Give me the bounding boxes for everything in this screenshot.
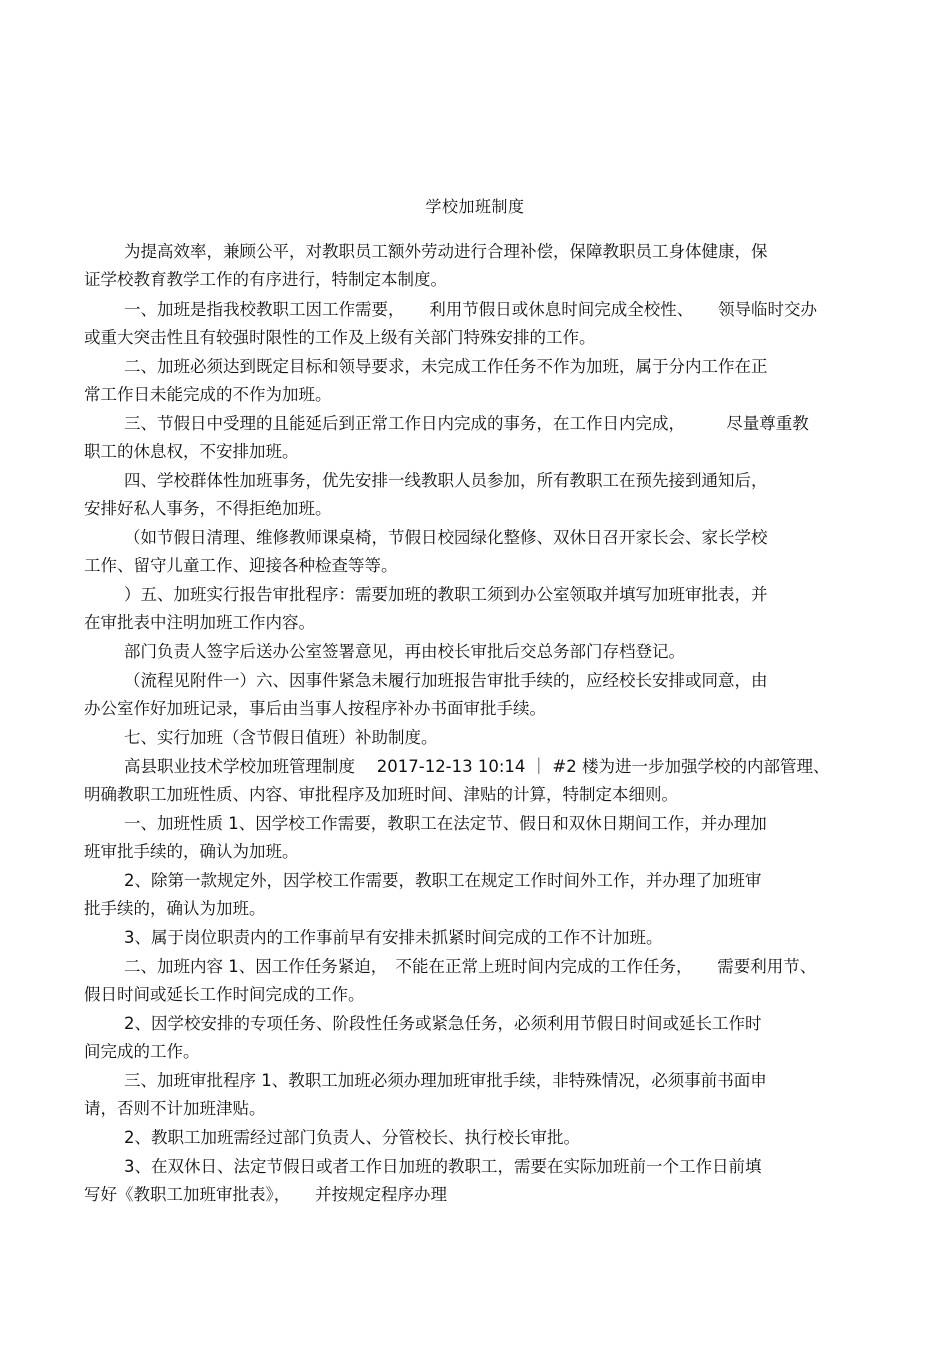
paragraph-line: 写好《教职工加班审批表》， 并按规定程序办理 — [84, 1185, 447, 1204]
paragraph-line: 在审批表中注明加班工作内容。 — [84, 613, 315, 632]
paragraph-line: 或重大突击性且有较强时限性的工作及上级有关部门特殊安排的工作。 — [84, 328, 596, 347]
paragraph-line: 职工的休息权，不安排加班。 — [84, 442, 299, 461]
paragraph-line: 3、属于岗位职责内的工作事前早有安排未抓紧时间完成的工作不计加班。 — [124, 928, 663, 947]
paragraph-line: 常工作日未能完成的不作为加班。 — [84, 385, 332, 404]
paragraph-line: （流程见附件一）六、因事件紧急未履行加班报告审批手续的，应经校长安排或同意，由 — [124, 671, 768, 690]
paragraph-line: 间完成的工作。 — [84, 1042, 200, 1061]
paragraph-line: 2、教职工加班需经过部门负责人、分管校长、执行校长审批。 — [124, 1128, 580, 1147]
paragraph-line: 三、节假日中受理的且能延后到正常工作日内完成的事务，在工作日内完成， 尽量尊重教 — [124, 414, 809, 433]
paragraph-line: 七、实行加班（含节假日值班）补助制度。 — [124, 728, 438, 747]
paragraph-line: 二、加班内容 1、因工作任务紧迫， 不能在正常上班时间内完成的工作任务， 需要利用节、 — [124, 957, 817, 976]
paragraph-line: 一、加班是指我校教职工因工作需要， 利用节假日或休息时间完成全校性、 领导临时交办 — [124, 300, 817, 319]
paragraph-line: 2、因学校安排的专项任务、阶段性任务或紧急任务，必须利用节假日时间或延长工作时 — [124, 1014, 762, 1033]
paragraph-line: 3、在双休日、法定节假日或者工作日加班的教职工，需要在实际加班前一个工作日前填 — [124, 1157, 762, 1176]
paragraph-line: 证学校教育教学工作的有序进行，特制定本制度。 — [84, 270, 447, 289]
paragraph-line: 为提高效率，兼顾公平，对教职员工额外劳动进行合理补偿，保障教职员工身体健康，保 — [124, 242, 768, 261]
paragraph-line: 2、除第一款规定外，因学校工作需要，教职工在规定工作时间外工作，并办理了加班审 — [124, 871, 762, 890]
paragraph-line: 二、加班必须达到既定目标和领导要求，未完成工作任务不作为加班，属于分内工作在正 — [124, 357, 768, 376]
paragraph-line: 办公室作好加班记录，事后由当事人按程序补办书面审批手续。 — [84, 699, 546, 718]
paragraph-line: 假日时间或延长工作时间完成的工作。 — [84, 985, 365, 1004]
paragraph-line: 三、加班审批程序 1、教职工加班必须办理加班审批手续，非特殊情况，必须事前书面申 — [124, 1071, 767, 1090]
paragraph-line: 明确教职工加班性质、内容、审批程序及加班时间、津贴的计算，特制定本细则。 — [84, 785, 678, 804]
paragraph-line: 高县职业技术学校加班管理制度 2017-12-13 10:14 ｜ #2 楼为进一步加强学校的内部管理、 — [124, 757, 830, 776]
paragraph-line: 请，否则不计加班津贴。 — [84, 1099, 266, 1118]
paragraph-line: 一、加班性质 1、因学校工作需要，教职工在法定节、假日和双休日期间工作，并办理加 — [124, 814, 767, 833]
paragraph-line: 工作、留守儿童工作、迎接各种检查等等。 — [84, 556, 398, 575]
paragraph-line: 四、学校群体性加班事务，优先安排一线教职人员参加，所有教职工在预先接到通知后， — [124, 471, 768, 490]
document-title: 学校加班制度 — [425, 197, 525, 216]
paragraph-line: 批手续的，确认为加班。 — [84, 899, 266, 918]
paragraph-line: （如节假日清理、维修教师课桌椅，节假日校园绿化整修、双休日召开家长会、家长学校 — [124, 528, 768, 547]
paragraph-line: 部门负责人签字后送办公室签署意见，再由校长审批后交总务部门存档登记。 — [124, 642, 685, 661]
paragraph-line: 班审批手续的，确认为加班。 — [84, 842, 299, 861]
paragraph-line: 安排好私人事务，不得拒绝加班。 — [84, 499, 332, 518]
paragraph-line: ）五、加班实行报告审批程序：需要加班的教职工须到办公室领取并填写加班审批表，并 — [124, 585, 768, 604]
